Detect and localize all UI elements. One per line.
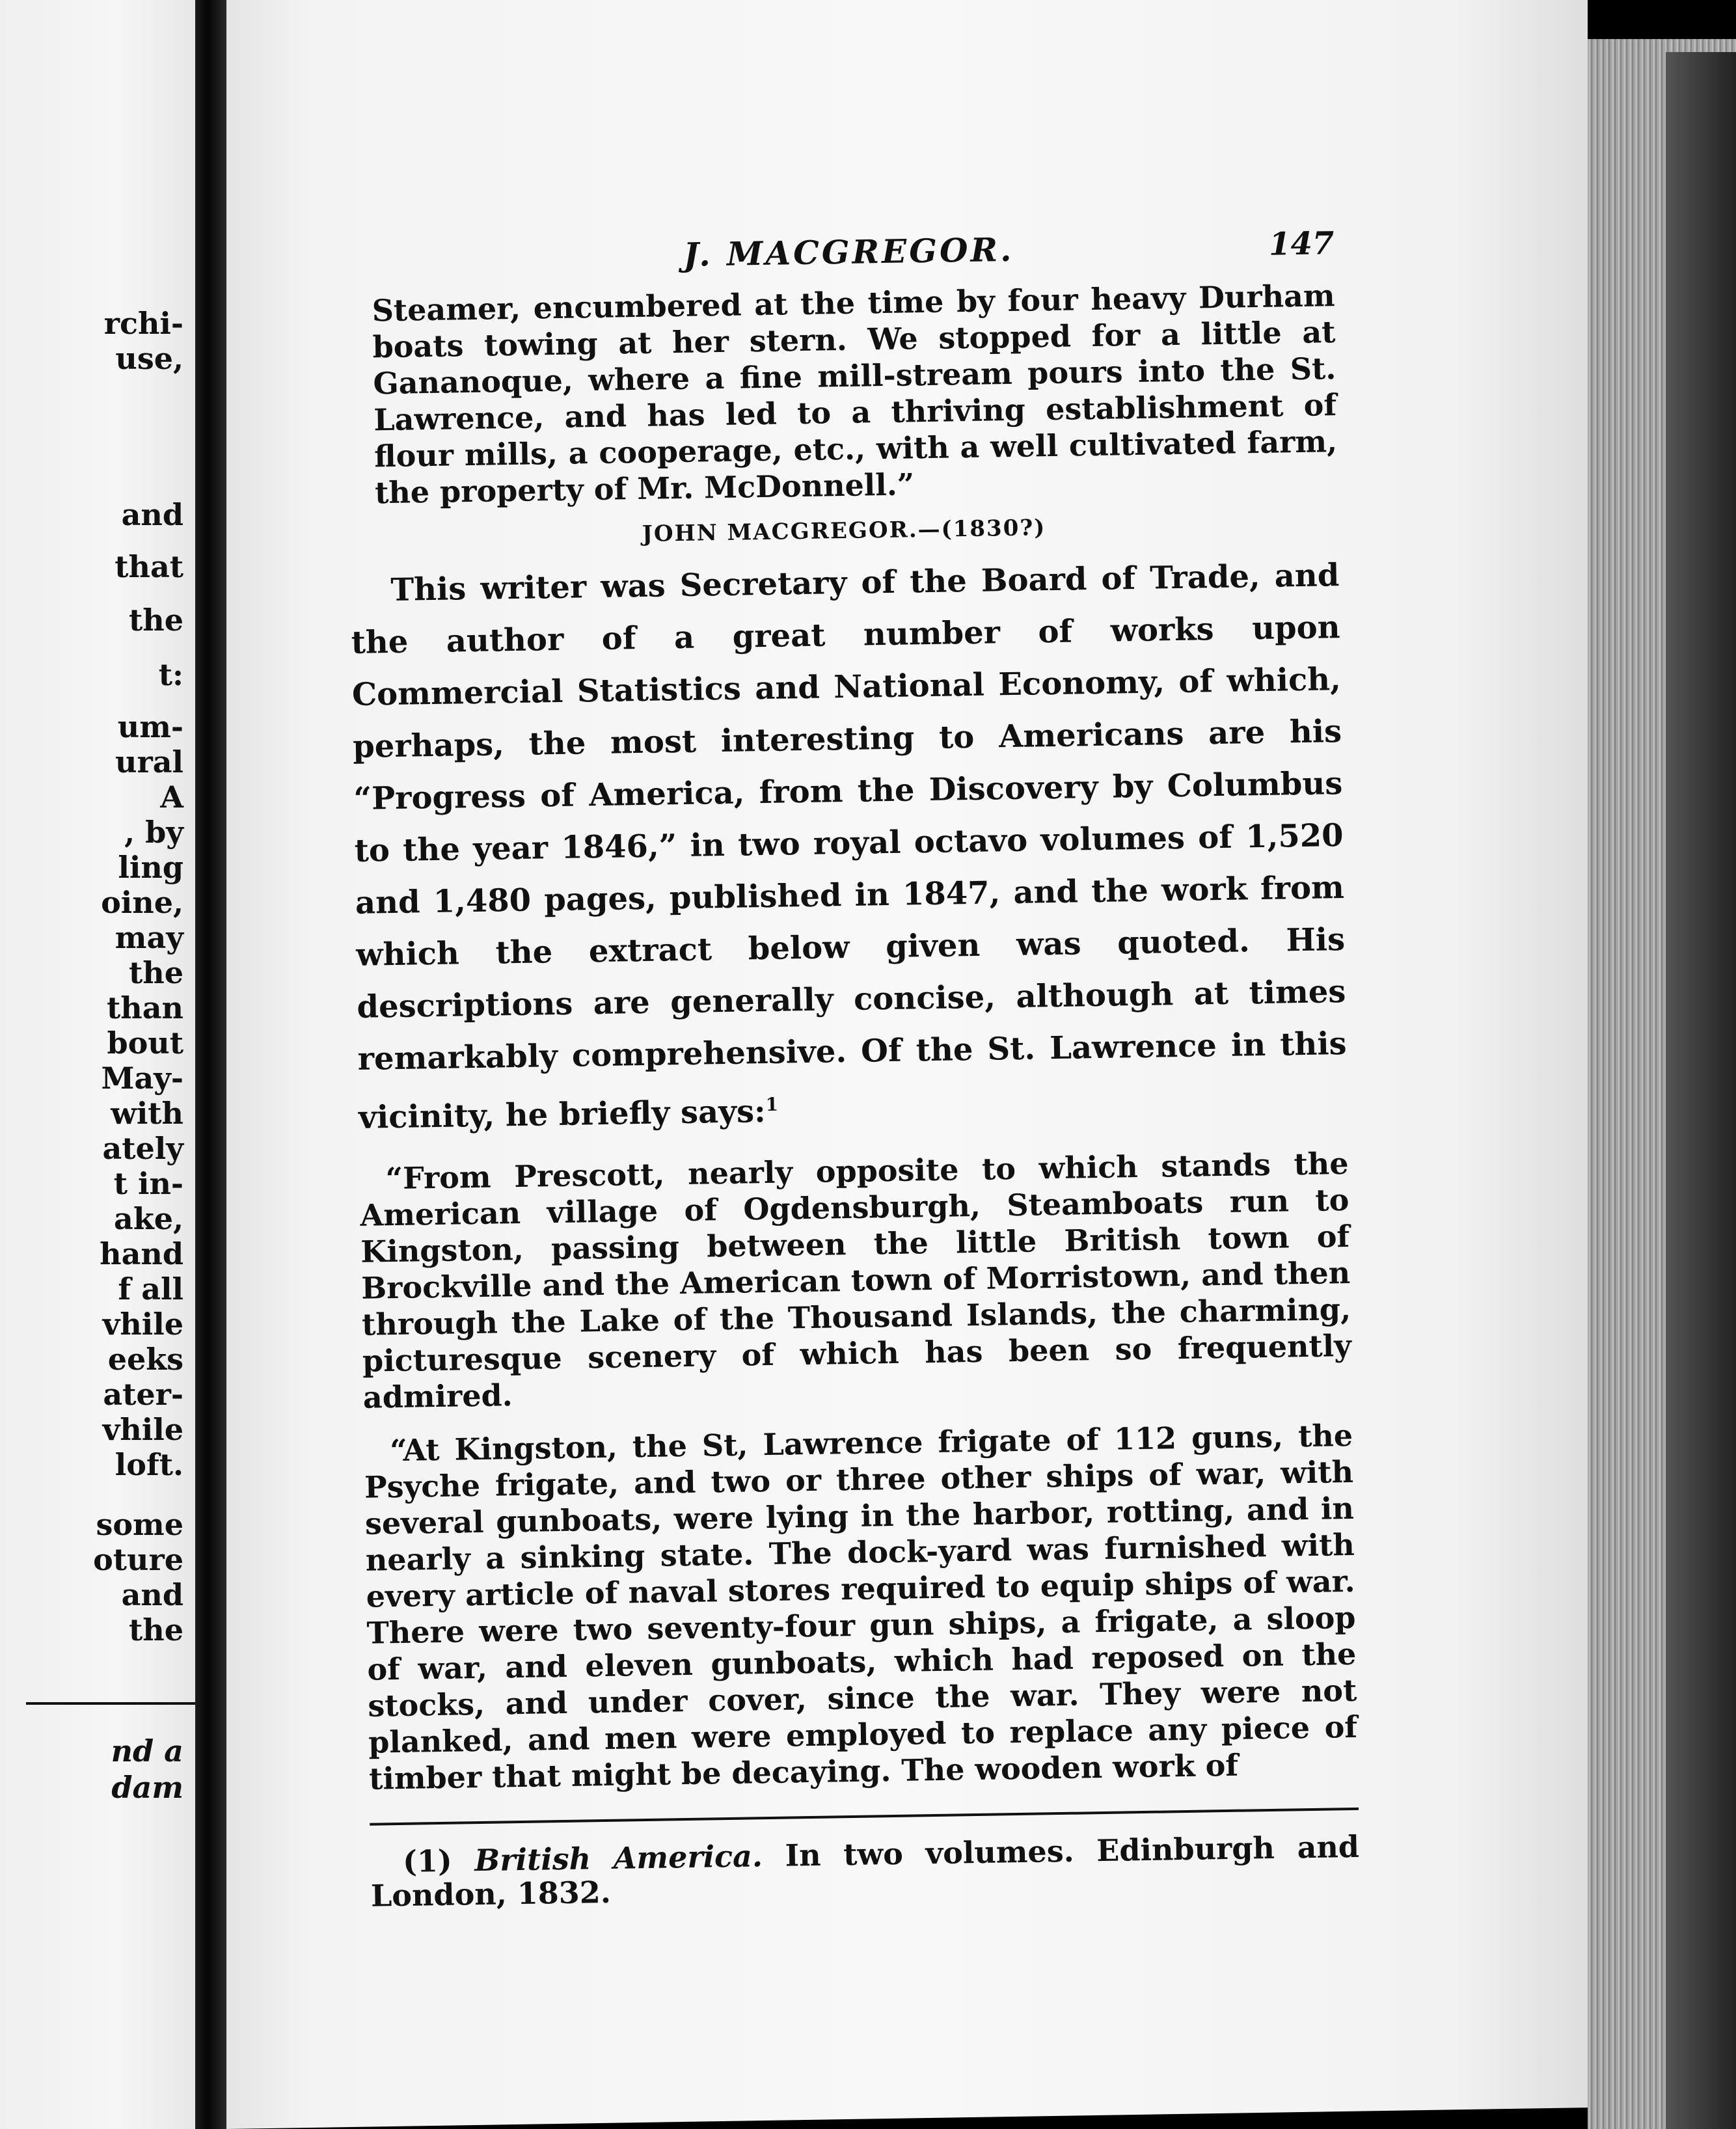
footnote-marker: 1 <box>765 1093 779 1116</box>
book-gutter <box>195 0 226 2129</box>
footnote-rest: In two volumes. Edinburgh and London, 1832. <box>370 1828 1360 1914</box>
facing-page-fragment: eeks <box>107 1342 183 1377</box>
facing-page-fragment: nd a <box>111 1733 183 1769</box>
footnote-number: (1) <box>402 1843 453 1879</box>
body-paragraph-text: This writer was Secretary of the Board of Trade, and the author of a great number of works upon Commercial Statistics and National Economy, of which, perhaps, the most interesting to Americans are his “Progress of America, from the Discovery by Columbus to the year 1846,” in two royal octavo volumes of 1,520 and 1,480 pages, published in 1847, and the work from which the extract below given was quoted. His descriptions are generally concise, although at times remarkably comprehensive. Of the St. Lawrence in this vicinity, he briefly says: <box>351 557 1348 1136</box>
facing-page-fragment: the <box>129 603 183 638</box>
facing-page-left <box>0 0 195 2129</box>
facing-page-fragment: use, <box>115 341 183 376</box>
facing-page-fragment: the <box>129 1612 183 1648</box>
facing-page-fragment: ural <box>115 744 183 780</box>
footnote-rule <box>370 1808 1359 1826</box>
page-number: 147 <box>1268 225 1335 263</box>
facing-page-fragment: oine, <box>101 885 183 920</box>
facing-page-fragment: vhile <box>102 1412 183 1447</box>
facing-page-fragment: with <box>111 1096 183 1131</box>
opening-quote: Steamer, encumbered at the time by four heavy Durham boats towing at her stern. We stopped for a little at Gananoque, where a fine mill-stream pours into the St. Lawrence, and has led to a thriving establishment of flour mills, a cooperage, etc., with a well cultivated farm, the property of Mr. McDonnell.” <box>372 278 1338 511</box>
facing-page-fragment: hand <box>100 1236 183 1271</box>
facing-page-fragment: may <box>115 920 183 955</box>
book-cover-edge <box>1666 52 1736 2129</box>
facing-page-fragment: dam <box>111 1770 183 1805</box>
facing-page-fragment: that <box>115 549 183 584</box>
facing-page-fragment: t in- <box>113 1166 183 1201</box>
facing-page-fragment: um- <box>117 709 183 744</box>
facing-page-fragment: and <box>121 497 183 532</box>
facing-page-fragment: and <box>121 1577 183 1612</box>
running-title: J. MACGREGOR. <box>683 230 1014 274</box>
facing-page-fragment: ake, <box>114 1201 183 1236</box>
facing-page-fragment: oture <box>93 1542 183 1577</box>
facing-page-fragment: t: <box>158 657 183 692</box>
quote-paragraph-prescott: “From Prescott, nearly opposite to which stands the American village of Ogdensburgh, Steamboats run to Kingston, passing between the little British town of Brockville and the American town of Morristown, and then through the Lake of the Thousand Islands, the charming, picturesque scenery of which has been so frequently admired. <box>360 1145 1352 1415</box>
facing-page-fragment: May- <box>101 1061 183 1096</box>
facing-page-fragment: bout <box>107 1025 183 1061</box>
body-paragraph <box>350 549 1348 1144</box>
facing-page-fragment: ater- <box>103 1377 183 1412</box>
facing-page-fragment: loft. <box>115 1447 183 1482</box>
facing-page-fragment: the <box>129 955 183 990</box>
quote-paragraph-kingston: “At Kingston, the St, Lawrence frigate of 112 guns, the Psyche frigate, and two or three other ships of war, with several gunboats, were lying in the harbor, rotting, and in nearly a sinking state. The dock-yard was furnished with every article of naval stores required to equip ships of war. There were two seventy-four gun ships, a frigate, a sloop of war, and eleven gunboats, which had reposed on the stocks, and under cover, since the war. They were not planked, and men were employed to replace any piece of timber that might be decaying. The wooden work of <box>364 1417 1358 1797</box>
facing-page-fragment: ately <box>102 1131 183 1166</box>
footnote-title: British America. <box>474 1838 763 1878</box>
facing-page-fragment: rchi- <box>103 306 183 341</box>
facing-page-fragment: ling <box>118 850 183 885</box>
facing-page-fragment: some <box>96 1507 183 1542</box>
facing-page-footnote-rule <box>26 1702 195 1705</box>
facing-page-fragment: than <box>107 990 183 1025</box>
facing-page-fragment: A <box>160 780 183 815</box>
section-heading: JOHN MACGREGOR.—(1830?) <box>642 515 1046 547</box>
facing-page-fragment: , by <box>124 815 183 850</box>
facing-page-fragment: vhile <box>102 1307 183 1342</box>
facing-page-fragment: f all <box>118 1271 183 1307</box>
page-content <box>345 225 1360 1913</box>
